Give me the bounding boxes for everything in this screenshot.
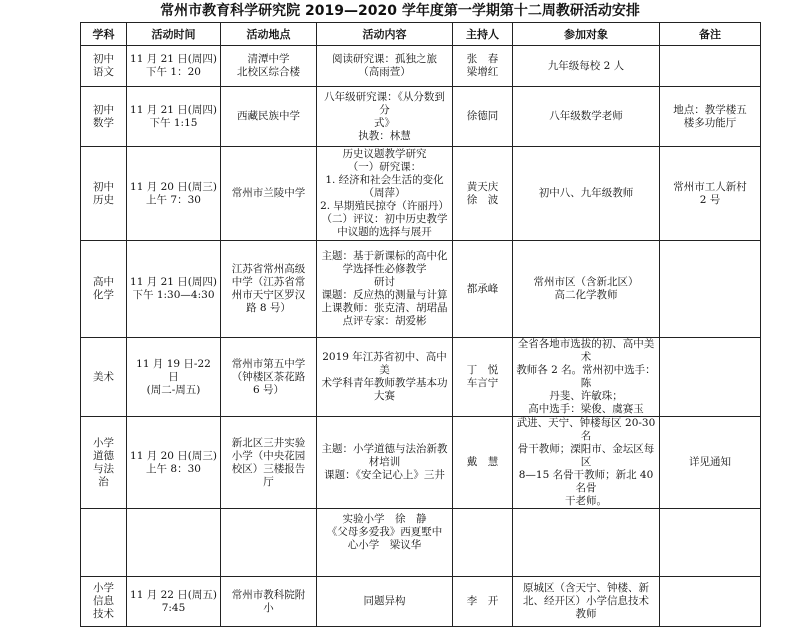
table-row <box>81 147 761 241</box>
cell-host: 张 春 梁增红 <box>453 46 513 87</box>
cell-content: 主题：小学道德与法治新教 材培训 课题：《安全记心上》三井 <box>317 417 453 509</box>
cell-subject: 小学 道德 与法 治 <box>81 417 127 509</box>
cell-subject: 初中 历史 <box>81 147 127 241</box>
page-title: 常州市教育科学研究院 2019—2020 学年度第一学期第十二周教研活动安排 <box>160 3 640 19</box>
cell-participants: 八年级数学老师 <box>513 87 660 147</box>
cell-host: 徐德同 <box>453 87 513 147</box>
cell-place: 新北区三井实验 小学（中央花园 校区）三楼报告 厅 <box>221 417 317 509</box>
cell-time: 11 月 22 日(周五) 7:45 <box>127 577 221 627</box>
cell-time: 11 月 20 日(周三) 上午 8：30 <box>127 417 221 509</box>
cell-host: 戴 慧 <box>453 417 513 509</box>
cell-host <box>453 509 513 577</box>
header-row <box>81 23 761 46</box>
header-notes: 备注 <box>660 23 761 46</box>
cell-notes <box>660 577 761 627</box>
table-row <box>81 417 761 509</box>
cell-notes <box>660 241 761 338</box>
cell-content: 八年级研究课：《从分数到分 式》 执教：林慧 <box>317 87 453 147</box>
cell-notes <box>660 46 761 87</box>
cell-content: 同题异构 <box>317 577 453 627</box>
cell-host: 李 开 <box>453 577 513 627</box>
cell-place <box>221 509 317 577</box>
table-row <box>81 338 761 417</box>
cell-content: 主题：基于新课标的高中化 学选择性必修教学 研讨 课题：反应热的测量与计算 上课教师：张克清、胡珺晶 点评专家：胡爱彬 <box>317 241 453 338</box>
header-place: 活动地点 <box>221 23 317 46</box>
cell-time: 11 月 19 日-22 日 (周二-周五) <box>127 338 221 417</box>
header-content: 活动内容 <box>317 23 453 46</box>
cell-content: 2019 年江苏省初中、高中美 术学科青年教师教学基本功 大赛 <box>317 338 453 417</box>
cell-participants: 常州市区（含新北区） 高二化学教师 <box>513 241 660 338</box>
cell-time: 11 月 21 日(周四) 下午 1:15 <box>127 87 221 147</box>
schedule-table <box>80 22 761 627</box>
cell-time: 11 月 20 日(周三) 上午 7：30 <box>127 147 221 241</box>
header-subject: 学科 <box>81 23 127 46</box>
cell-participants: 九年级每校 2 人 <box>513 46 660 87</box>
cell-participants <box>513 509 660 577</box>
cell-place: 西藏民族中学 <box>221 87 317 147</box>
cell-notes <box>660 338 761 417</box>
cell-notes: 地点：教学楼五 楼多功能厅 <box>660 87 761 147</box>
cell-subject: 小学 信息 技术 <box>81 577 127 627</box>
cell-subject <box>81 509 127 577</box>
cell-content: 历史议题教学研究 （一）研究课： 1. 经济和社会生活的变化 （周萍） 2. 早期殖民掠夺（许丽丹） （二）评议：初中历史教学 中议题的选择与展开 <box>317 147 453 241</box>
cell-notes <box>660 509 761 577</box>
cell-participants: 全省各地市选拔的初、高中美术 教师各 2 名。常州初中选手：陈 丹斐、许敏珠； 高中选手：梁俊、虞赛玉 <box>513 338 660 417</box>
table-row <box>81 241 761 338</box>
cell-time: 11 月 21 日(周四) 下午 1:30—4:30 <box>127 241 221 338</box>
cell-place: 常州市教科院附 小 <box>221 577 317 627</box>
cell-notes: 常州市工人新村 2 号 <box>660 147 761 241</box>
cell-place: 常州市兰陵中学 <box>221 147 317 241</box>
table-row <box>81 577 761 627</box>
header-participants: 参加对象 <box>513 23 660 46</box>
cell-place: 常州市第五中学 （钟楼区茶花路 6 号） <box>221 338 317 417</box>
header-time: 活动时间 <box>127 23 221 46</box>
cell-host: 丁 悦 车言宁 <box>453 338 513 417</box>
cell-participants: 原城区（含天宁、钟楼、新 北、经开区）小学信息技术 教师 <box>513 577 660 627</box>
cell-content: 实验小学 徐 静 《父母多爱我》西夏墅中 心小学 梁议华 <box>317 509 453 577</box>
cell-host: 黄天庆 徐 波 <box>453 147 513 241</box>
table-row <box>81 46 761 87</box>
header-host: 主持人 <box>453 23 513 46</box>
table-row <box>81 87 761 147</box>
cell-participants: 武进、天宁、钟楼每区 20-30 名 骨干教师；溧阳市、金坛区每区 8—15 名骨干教师；新北 40 名骨 干老师。 <box>513 417 660 509</box>
cell-content: 阅读研究课：孤独之旅 （高雨萱） <box>317 46 453 87</box>
cell-subject: 初中 语文 <box>81 46 127 87</box>
cell-subject: 初中 数学 <box>81 87 127 147</box>
cell-place: 江苏省常州高级 中学（江苏省常 州市天宁区罗汉 路 8 号） <box>221 241 317 338</box>
cell-subject: 美术 <box>81 338 127 417</box>
table-row <box>81 509 761 577</box>
cell-time <box>127 509 221 577</box>
cell-subject: 高中 化学 <box>81 241 127 338</box>
cell-host: 都承峰 <box>453 241 513 338</box>
cell-time: 11 月 21 日(周四) 下午 1：20 <box>127 46 221 87</box>
cell-notes: 详见通知 <box>660 417 761 509</box>
cell-place: 清潭中学 北校区综合楼 <box>221 46 317 87</box>
cell-participants: 初中八、九年级教师 <box>513 147 660 241</box>
